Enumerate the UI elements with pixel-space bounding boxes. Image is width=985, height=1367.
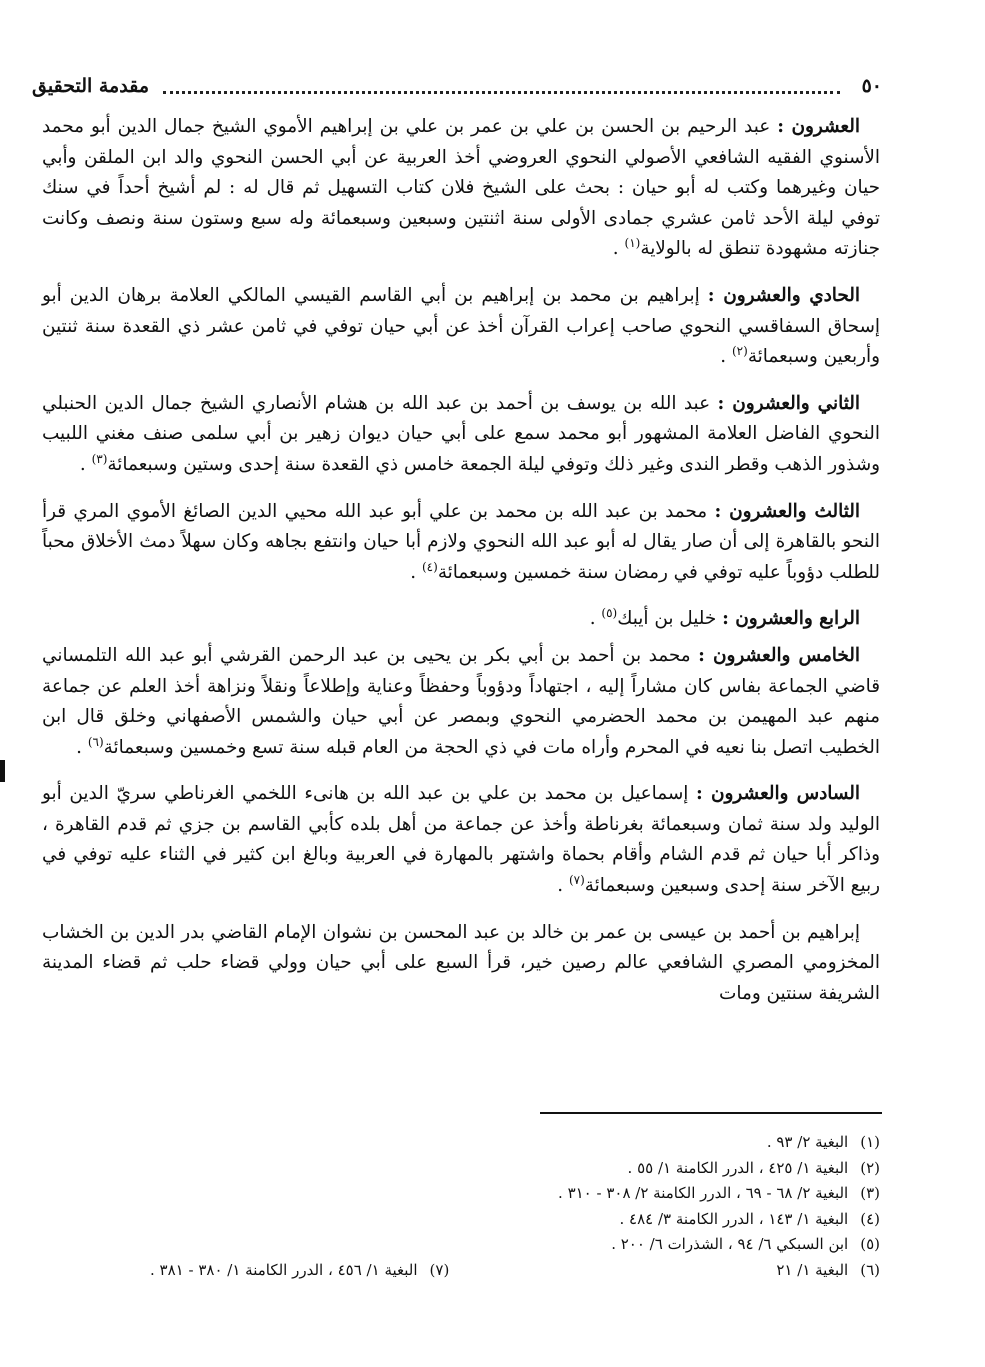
footnote-text: البغية ١/ ٤٢٥ ، الدرر الكامنة ١/ ٥٥ . (627, 1158, 849, 1177)
entry-heading: الثاني والعشرون : (717, 392, 860, 414)
entry-25 (42, 641, 880, 763)
entry-26 (42, 779, 880, 901)
footnote-ref: (٧) (568, 872, 585, 887)
entry-text: محمد بن عبد الله بن محمد بن علي أبو عبد الله محيي الدين الصائغ الأموي المري قرأ النحو بالقاهرة إلى أن صار يقال له أبو عبد الله النحوي ولازم أبا حيان وانتفع بجاهه وكان سهلاً دمث الأخلاق محباً للطلب دؤوباً عليه توفي في رمضان سنة خمسين وسبعمائة (42, 500, 880, 583)
footnote-number: (١) (860, 1133, 880, 1151)
entry-22 (42, 389, 880, 481)
entry-heading: العشرون : (777, 116, 860, 137)
entry-text: عبد الله بن يوسف بن أحمد بن عبد الله بن هشام الأنصاري الشيخ جمال الدين الحنبلي النحوي الفاضل العلامة المشهور أبو محمد سمع على أبي حيان ديوان زهير بن أبي سلمى صنف مغني اللبيب وشذور الذهب وقطر الندى وغير ذلك وتوفي ليلة الجمعة خامس ذي القعدة سنة إحدى وستين وسبعمائة (42, 392, 880, 475)
footnote-text: البغية ٢/ ٦٨ - ٦٩ ، الدرر الكامنة ٢/ ٣٠٨ - ٣١٠ . (558, 1184, 849, 1202)
scan-margin-mark (0, 760, 5, 782)
footnote-number: (٧) (429, 1260, 450, 1279)
entry-heading: الثالث والعشرون : (714, 500, 860, 522)
entry-text: إبراهيم بن أحمد بن عيسى بن عمر بن خالد بن عبد المحسن بن نشوان الإمام القاضي بدر الدين بن الخشاب المخزومي المصري الشافعي عالم رصين خير، قرأ السبع على أبي حيان وولي قضاء حلب ثم قضاء المدينة الشريفة سنتين ومات (42, 921, 880, 1004)
footnote-3 (558, 1181, 880, 1207)
footnote-row (150, 1232, 880, 1258)
footnote-row (150, 1156, 880, 1182)
page-header (32, 72, 882, 100)
entry-tail: . (612, 238, 625, 260)
main-text (42, 112, 880, 1025)
entry-heading: الخامس والعشرون : (698, 644, 860, 666)
footnote-5 (611, 1232, 880, 1258)
running-title: مقدمة التحقيق (32, 75, 149, 97)
footnote-ref: (٥) (601, 606, 618, 621)
entry-text: إسماعيل بن محمد بن علي بن عبد الله بن هانىء اللخمي الغرناطي سريّ الدين أبو الوليد ولد سنة ثمان وسبعمائة بغرناطة وأخذ عن جماعة من أهل بلده كأبي القاسم بن جزي ثم قدم القاهرة ، وذاكر أبا حيان ثم قدم الشام وأقام بحماة واشتهر بالمهارة في العربية وبالغ ابن كثير في الثناء عليه توفي في ربيع الآخر سنة إحدى وسبعين وسبعمائة (42, 783, 880, 897)
footnotes (150, 1130, 880, 1283)
footnote-ref: (٦) (87, 734, 104, 749)
entry-text: عبد الرحيم بن الحسن بن علي بن عمر بن علي بن إبراهيم الأموي الشيخ جمال الدين أبو محمد الأسنوي الفقيه الشافعي الأصولي النحوي العروضي أخذ العربية عن أبي الحسن النحوي والد ابن الملقن وأبي حيان وغيرهما وكتب له أبو حيان : بحث على الشيخ فلان كتاب التسهيل ثم قال له : لم أشيخ أحداً في سنك توفي ليلة الأحد ثامن عشري جمادى الأولى سنة اثنتين وسبعين وسبعمائة وله سبع وستون سنة ونصف وكانت جنازته مشهودة تنطق له بالولاية (42, 116, 880, 260)
footnote-row (150, 1207, 880, 1233)
entry-tail: . (720, 346, 732, 368)
footnote-text: البغية ١/ ٤٥٦ ، الدرر الكامنة ١/ ٣٨٠ - ٣٨١ . (150, 1260, 418, 1279)
entry-tail: . (557, 875, 569, 897)
page-number: ٥٠ (861, 75, 882, 97)
footnote-number: (٣) (860, 1184, 880, 1202)
footnote-7 (150, 1258, 449, 1284)
entry-tail: . (76, 736, 88, 758)
footnote-row (150, 1181, 880, 1207)
footnote-ref: (٢) (731, 344, 748, 359)
footnote-row (150, 1130, 880, 1156)
footnote-text: البغية ١/ ١٤٣ ، الدرر الكامنة ٣/ ٤٨٤ . (619, 1209, 849, 1228)
entry-tail: . (589, 608, 602, 630)
footnote-ref: (٣) (91, 451, 108, 466)
entry-text: إبراهيم بن محمد بن إبراهيم بن أبي القاسم القيسي المالكي العلامة برهان الدين أبو إسحاق السفاقسي النحوي صاحب إعراب القرآن أخذ عن أبي حيان توفي في ثامن عشر ذي القعدة سنة ثنتين وأربعين وسبعمائة (42, 284, 880, 368)
footnote-1 (767, 1130, 880, 1156)
footnote-text: البغية ٢/ ٩٣ . (766, 1133, 849, 1151)
footnote-number: (٥) (860, 1235, 880, 1253)
footnote-number: (٦) (860, 1260, 880, 1279)
entry-20 (42, 112, 880, 265)
footnote-number: (٤) (860, 1209, 880, 1228)
footnote-ref: (١) (624, 236, 641, 251)
entry-text: خليل بن أيبك (617, 608, 717, 630)
footnote-2 (628, 1156, 880, 1182)
entry-23 (42, 497, 880, 589)
entry-ibn-al-khashshab (42, 918, 880, 1010)
entry-21 (42, 281, 880, 373)
entry-tail: . (410, 561, 422, 583)
entry-heading: السادس والعشرون : (696, 783, 860, 805)
footnote-6 (776, 1258, 880, 1284)
footnote-number: (٢) (860, 1158, 880, 1177)
footnote-4 (619, 1207, 880, 1233)
footnote-text: ابن السبكي ٦/ ٩٤ ، الشذرات ٦/ ٢٠٠ . (611, 1235, 849, 1253)
entry-24 (42, 604, 880, 635)
footnote-text: البغية ١/ ٢١ (776, 1260, 849, 1279)
header-dot-leader (163, 79, 840, 94)
entry-heading: الرابع والعشرون : (722, 608, 860, 630)
entry-text: محمد بن أحمد بن أبي بكر بن يحيى بن عبد الرحمن القرشي أبو عبد الله التلمساني قاضي الجماعة بفاس كان مشاراً إليه ، اجتهاداً ودؤوباً وحفظاً وعناية وإطلاعاً ونقلاً ونزاهة أخذ العلم عن جماعة منهم عبد المهيمن بن محمد الحضرمي النحوي وبمصر عن أبي حيان والشمس الأصفهاني وخلق قال ابن الخطيب اتصل بنا نعيه في المحرم وأراه مات في ذي الحجة من العام قبله سنة تسع وخمسين وسبعمائة (42, 644, 880, 758)
entry-tail: . (79, 453, 92, 475)
footnote-ref: (٤) (421, 559, 438, 574)
footnote-separator (540, 1112, 882, 1114)
footnote-row (150, 1258, 880, 1284)
entry-heading: الحادي والعشرون : (707, 284, 860, 306)
